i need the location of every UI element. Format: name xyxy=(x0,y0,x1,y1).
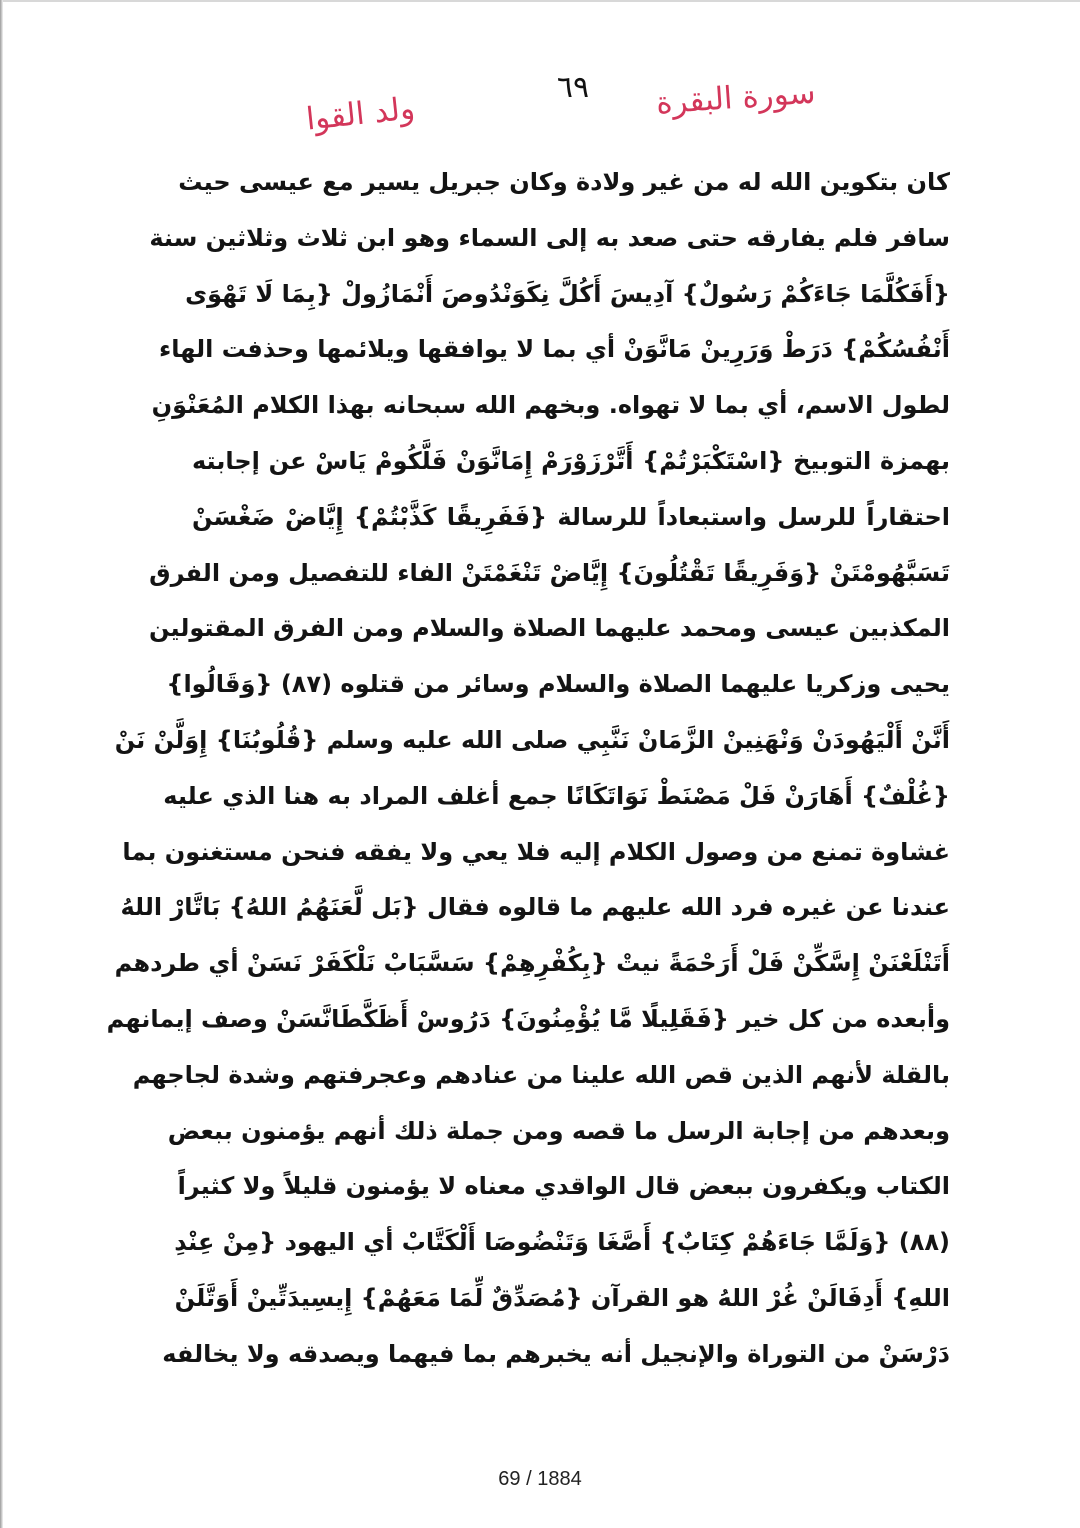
text-line: أَنْفُسُكُمْ} دَرَطْ وَرَرِينْ مَانَّوَنْ أي بما لا يوافقها ويلائمها وحذفت الهاء xyxy=(159,335,950,364)
text-line: غشاوة تمنع من وصول الكلام إليه فلا يعي ولا يفقه فنحن مستغنون بما xyxy=(122,837,950,866)
text-line: (٨٨) {وَلَمَّا جَاءَهُمْ كِتَابٌ} أَصَّغَا وَتَنْضُوصَا أَلْكَتَّابْ أي اليهود {مِنْ عِنْدِ xyxy=(174,1228,950,1257)
text-line: كان بتكوين الله له من غير ولادة وكان جبريل يسير مع عيسى حيث xyxy=(178,168,950,196)
handwritten-surah-note: سورة البقرة xyxy=(654,74,817,122)
text-line: وبعدهم من إجابة الرسل ما قصه ومن جملة ذلك أنهم يؤمنون ببعض xyxy=(167,1116,950,1145)
page-number: ٦٩ xyxy=(556,70,590,105)
text-line: يحيى وزكريا عليهما الصلاة والسلام وسائر من قتلوه (٨٧) {وَقَالُوا} xyxy=(166,670,950,699)
text-line: احتقاراً للرسل واستبعاداً للرسالة {فَفَرِيقًا كَذَّبْتُمْ} إِيَّاضْ ضَغْسَنْ xyxy=(192,502,950,531)
pagination-indicator: 69 / 1884 xyxy=(498,1468,582,1490)
text-line: أَتَنْلَعْنَنْ إِسَّكِّنْ فَلْ أَرَحْمَةً نيتْ {بِكُفْرِهِمْ} سَسَّبَابْ نَلْكَفَرْ نَسَنْ أي طردهم xyxy=(114,949,950,978)
text-line: اللهِ} أَدِفَالَنْ غُرْ اللهُ هو القرآن {مُصَدِّقٌ لِّمَا مَعَهُمْ} إِيسِيدَتِّينْ أَوَتَّلَنْ xyxy=(174,1283,950,1312)
text-line: وأبعده من كل خير {فَقَلِيلًا مَّا يُؤْمِنُونَ} دَرُوسْ أَظَكَّطَانَّسَنْ وصف إيمانهم xyxy=(106,1004,950,1033)
text-line: المكذبين عيسى ومحمد عليهما الصلاة والسلام ومن الفرق المقتولين xyxy=(148,614,950,643)
text-line: الكتاب ويكفرون ببعض قال الواقدي معناه لا يؤمنون قليلاً ولا كثيراً xyxy=(177,1172,950,1201)
handwritten-side-note: ولد القوا xyxy=(304,90,417,138)
text-line: تَسَبَّهُومْتَنْ {وَفَرِيقًا تَقْتُلُونَ} إِيَّاضْ تَنْغَمْتَنْ الفاء للتفصيل ومن الفرق xyxy=(149,558,950,587)
text-line: بالقلة لأنهم الذين قص الله علينا من عنادهم وعجرفتهم وشدة لجاجهم xyxy=(132,1060,950,1089)
scan-edge-left xyxy=(0,0,3,1528)
text-line: دَرْسَنْ من التوراة والإنجيل أنه يخبرهم بما فيهما ويصدقه ولا يخالفه xyxy=(162,1339,950,1368)
text-line: عندنا عن غيره فرد الله عليهم ما قالوه فقال {بَل لَّعَنَهُمُ اللهُ} بَاتَّارْ اللهُ xyxy=(120,893,950,922)
text-line: سافر فلم يفارقه حتى صعد به إلى السماء وهو ابن ثلاث وثلاثين سنة xyxy=(149,223,950,252)
text-line: {غُلْفٌ} أَهَارَنْ فَلْ مَصْنَطْ نَوَاتَكَانًا جمع أغلف المراد به هنا الذي عليه xyxy=(163,781,950,810)
page-header xyxy=(0,0,1080,150)
document-body xyxy=(106,155,950,1383)
text-line: بهمزة التوبيخ {اسْتَكْبَرْتُمْ} أَتَّرْزَوْرَمْ إِمَانَّوَنْ فَلَّكُومْ يَاسْ عن إجابته xyxy=(192,446,950,475)
text-line: أَنَّنْ أَلْيَهُودَنْ وَنْهَنِينْ الزَّمَانْ نَنَّبِي صلى الله عليه وسلم {قُلُوبُنَا} إِوَلَّنْ نَنْ xyxy=(114,725,950,754)
text-line: {أَفَكُلَّمَا جَاءَكُمْ رَسُولٌ} آدِيسَ أَكُلَّ نِكَوَنْدُوصَ أَنْمَازُولْ {بِمَا لَا تَهْوَى xyxy=(185,279,950,308)
text-line: لطول الاسم، أي بما لا تهواه. وبخهم الله سبحانه بهذا الكلام المُعَنْوَنِ xyxy=(151,391,950,420)
